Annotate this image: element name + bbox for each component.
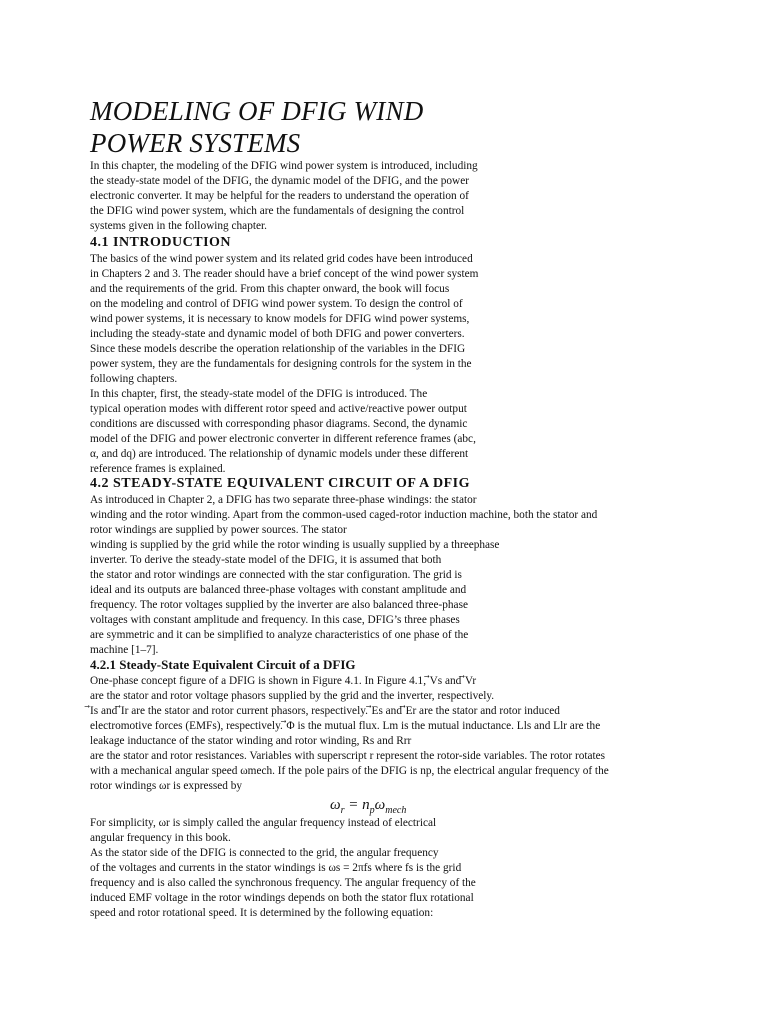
body-line: rotor windings are supplied by power sources. The stator — [90, 524, 347, 536]
body-line: leakage inductance of the stator winding and rotor winding, Rs and Rrr — [90, 735, 412, 747]
body-line: voltages with constant amplitude and frequency. In this case, DFIG’s three phases — [90, 614, 460, 626]
body-line: winding is supplied by the grid while the rotor winding is usually supplied by a threephase — [90, 539, 500, 551]
equation-symbol: ω — [330, 797, 341, 813]
body-line: induced EMF voltage in the rotor windings depends on both the stator flux rotational — [90, 892, 474, 904]
equation — [330, 797, 406, 816]
intro-line: systems given in the following chapter. — [90, 220, 267, 232]
section-4-1 — [90, 234, 730, 477]
body-line: are the stator and rotor resistances. Variables with superscript r represent the rotor-side variables. The rotor rotates — [90, 750, 606, 762]
body-line: frequency and is also called the synchronous frequency. The angular frequency of the — [90, 877, 476, 889]
body-line: are symmetric and it can be simplified to analyze characteristics of one phase of the — [90, 629, 469, 641]
intro-line: electronic converter. It may be helpful for the readers to understand the operation of — [90, 190, 469, 202]
body-line: ⃗Is and ⃗Ir are the stator and rotor current phasors, respectively. ⃗Es and ⃗Er are the stator and rotor induced — [90, 705, 560, 717]
after-equation-paragraph — [90, 816, 730, 921]
equation-symbol: ω — [374, 797, 386, 813]
body-line: For simplicity, ωr is simply called the angular frequency instead of electrical — [90, 817, 437, 829]
body-line: following chapters. — [90, 373, 178, 385]
body-line: As the stator side of the DFIG is connected to the grid, the angular frequency — [90, 847, 439, 859]
body-line: in Chapters 2 and 3. The reader should have a brief concept of the wind power system — [90, 268, 479, 280]
body-line: with a mechanical angular speed ωmech. If the pole pairs of the DFIG is np, the electrical angular frequency of the — [90, 765, 609, 777]
chapter-title-line-1: MODELING OF DFIG WIND — [90, 96, 424, 126]
chapter-title — [90, 95, 423, 159]
body-line: frequency. The rotor voltages supplied by the inverter are also balanced three-phase — [90, 599, 468, 611]
body-line: the stator and rotor windings are connected with the star configuration. The grid is — [90, 569, 462, 581]
body-line: on the modeling and control of DFIG wind power system. To design the control of — [90, 298, 463, 310]
body-line: machine [1–7]. — [90, 644, 159, 656]
section-4-2 — [90, 475, 730, 658]
body-line: The basics of the wind power system and its related grid codes have been introduced — [90, 253, 473, 265]
intro-line: In this chapter, the modeling of the DFIG wind power system is introduced, including — [90, 160, 478, 172]
body-line: of the voltages and currents in the stator windings is ωs = 2πfs where fs is the grid — [90, 862, 462, 874]
body-line: One-phase concept figure of a DFIG is shown in Figure 4.1. In Figure 4.1, ⃗Vs and ⃗Vr — [90, 675, 477, 687]
intro-line: the steady-state model of the DFIG, the dynamic model of the DFIG, and the power — [90, 175, 469, 187]
body-line: winding and the rotor winding. Apart from the common-used caged-rotor induction machine, both the stator and — [90, 509, 598, 521]
body-line: In this chapter, first, the steady-state model of the DFIG is introduced. The — [90, 388, 428, 400]
chapter-title-line-2: POWER SYSTEMS — [90, 128, 301, 158]
body-line: As introduced in Chapter 2, a DFIG has two separate three-phase windings: the stator — [90, 494, 477, 506]
subsection-heading: 4.2.1 Steady-State Equivalent Circuit of a DFIG — [90, 657, 356, 672]
body-line: reference frames is explained. — [90, 463, 226, 475]
section-heading: 4.1 INTRODUCTION — [90, 235, 232, 250]
body-line: ideal and its outputs are balanced three-phase voltages with constant amplitude and — [90, 584, 467, 596]
equation-symbol: n — [362, 797, 370, 813]
body-line: speed and rotor rotational speed. It is determined by the following equation: — [90, 907, 434, 919]
equation-operator: = — [344, 797, 363, 813]
section-4-2-1 — [90, 656, 730, 794]
body-line: model of the DFIG and power electronic converter in different reference frames (abc, — [90, 433, 476, 445]
body-line: are the stator and rotor voltage phasors supplied by the grid and the inverter, respectively. — [90, 690, 495, 702]
intro-paragraph — [90, 159, 730, 234]
body-line: typical operation modes with different rotor speed and active/reactive power output — [90, 403, 467, 415]
body-line: including the steady-state and dynamic model of both DFIG and power converters. — [90, 328, 465, 340]
body-line: angular frequency in this book. — [90, 832, 231, 844]
body-line: and the requirements of the grid. From this chapter onward, the book will focus — [90, 283, 450, 295]
body-line: Since these models describe the operation relationship of the variables in the DFIG — [90, 343, 466, 355]
equation-subscript: mech — [385, 805, 407, 816]
body-line: rotor windings ωr is expressed by — [90, 780, 243, 792]
body-line: inverter. To derive the steady-state model of the DFIG, it is assumed that both — [90, 554, 442, 566]
body-line: wind power systems, it is necessary to know models for DFIG wind power systems, — [90, 313, 470, 325]
section-heading: 4.2 STEADY-STATE EQUIVALENT CIRCUIT OF A DFIG — [90, 476, 470, 491]
equation-subscript: r — [340, 805, 345, 816]
intro-line: the DFIG wind power system, which are the fundamentals of designing the control — [90, 205, 465, 217]
body-line: α, and dq) are introduced. The relationship of dynamic models under these different — [90, 448, 469, 460]
equation-subscript: p — [369, 805, 375, 816]
body-line: conditions are discussed with corresponding phasor diagrams. Second, the dynamic — [90, 418, 468, 430]
body-line: electromotive forces (EMFs), respectively. ⃗Φ is the mutual flux. Lm is the mutual inductance. Lls and Llr are the — [90, 720, 601, 732]
body-line: power system, they are the fundamentals for designing controls for the system in the — [90, 358, 472, 370]
